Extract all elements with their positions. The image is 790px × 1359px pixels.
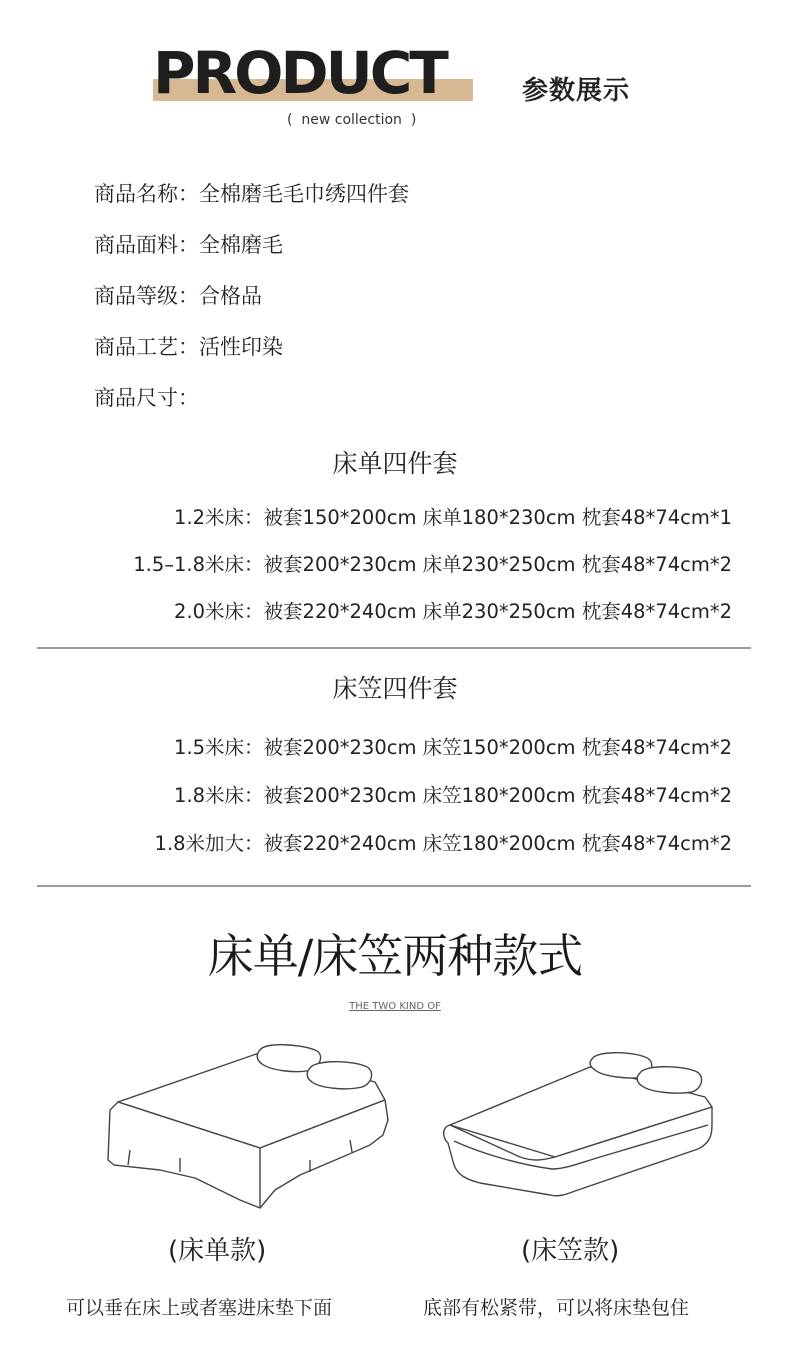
page-title: PRODUCT	[153, 39, 446, 107]
spec-row-process: 商品工艺：活性印染	[94, 335, 283, 359]
flat-sheet-description: 可以垂在床上或者塞进床垫下面	[66, 1297, 333, 1319]
fitted-sheet-description: 底部有松紧带，可以将床垫包住	[423, 1297, 690, 1319]
styles-title: 床单/床笠两种款式	[207, 929, 583, 983]
page-title-cn: 参数展示	[522, 76, 631, 106]
divider	[37, 647, 751, 649]
sheet-size-row: 1.5–1.8米床：被套200*230cm 床单230*250cm 枕套48*74cm*2	[133, 553, 732, 576]
sheet-size-row: 2.0米床：被套220*240cm 床单230*250cm 枕套48*74cm*2	[174, 600, 732, 623]
fitted-sheet-caption: (床笠款)	[521, 1236, 620, 1266]
fitted-size-row: 1.8米加大：被套220*240cm 床笠180*200cm 枕套48*74cm*2	[154, 832, 732, 855]
fitted-size-row: 1.5米床：被套200*230cm 床笠150*200cm 枕套48*74cm*2	[174, 736, 732, 759]
divider	[37, 885, 751, 887]
fitted-size-row: 1.8米床：被套200*230cm 床笠180*200cm 枕套48*74cm*2	[174, 784, 732, 807]
sheet-size-row: 1.2米床：被套150*200cm 床单180*230cm 枕套48*74cm*1	[174, 506, 732, 529]
fitted-sheet-bed-icon	[440, 1045, 720, 1200]
fitted-set-title: 床笠四件套	[332, 674, 458, 703]
flat-sheet-bed-icon	[100, 1040, 400, 1215]
spec-row-size: 商品尺寸：	[94, 386, 199, 410]
spec-row-fabric: 商品面料：全棉磨毛	[94, 233, 283, 257]
flat-sheet-caption: (床单款)	[168, 1236, 267, 1266]
page-subtitle: ( new collection )	[287, 112, 417, 128]
spec-row-grade: 商品等级：合格品	[94, 284, 262, 308]
sheet-set-title: 床单四件套	[332, 449, 458, 478]
spec-row-name: 商品名称：全棉磨毛毛巾绣四件套	[94, 182, 409, 206]
styles-subtitle: THE TWO KIND OF	[349, 1001, 441, 1012]
